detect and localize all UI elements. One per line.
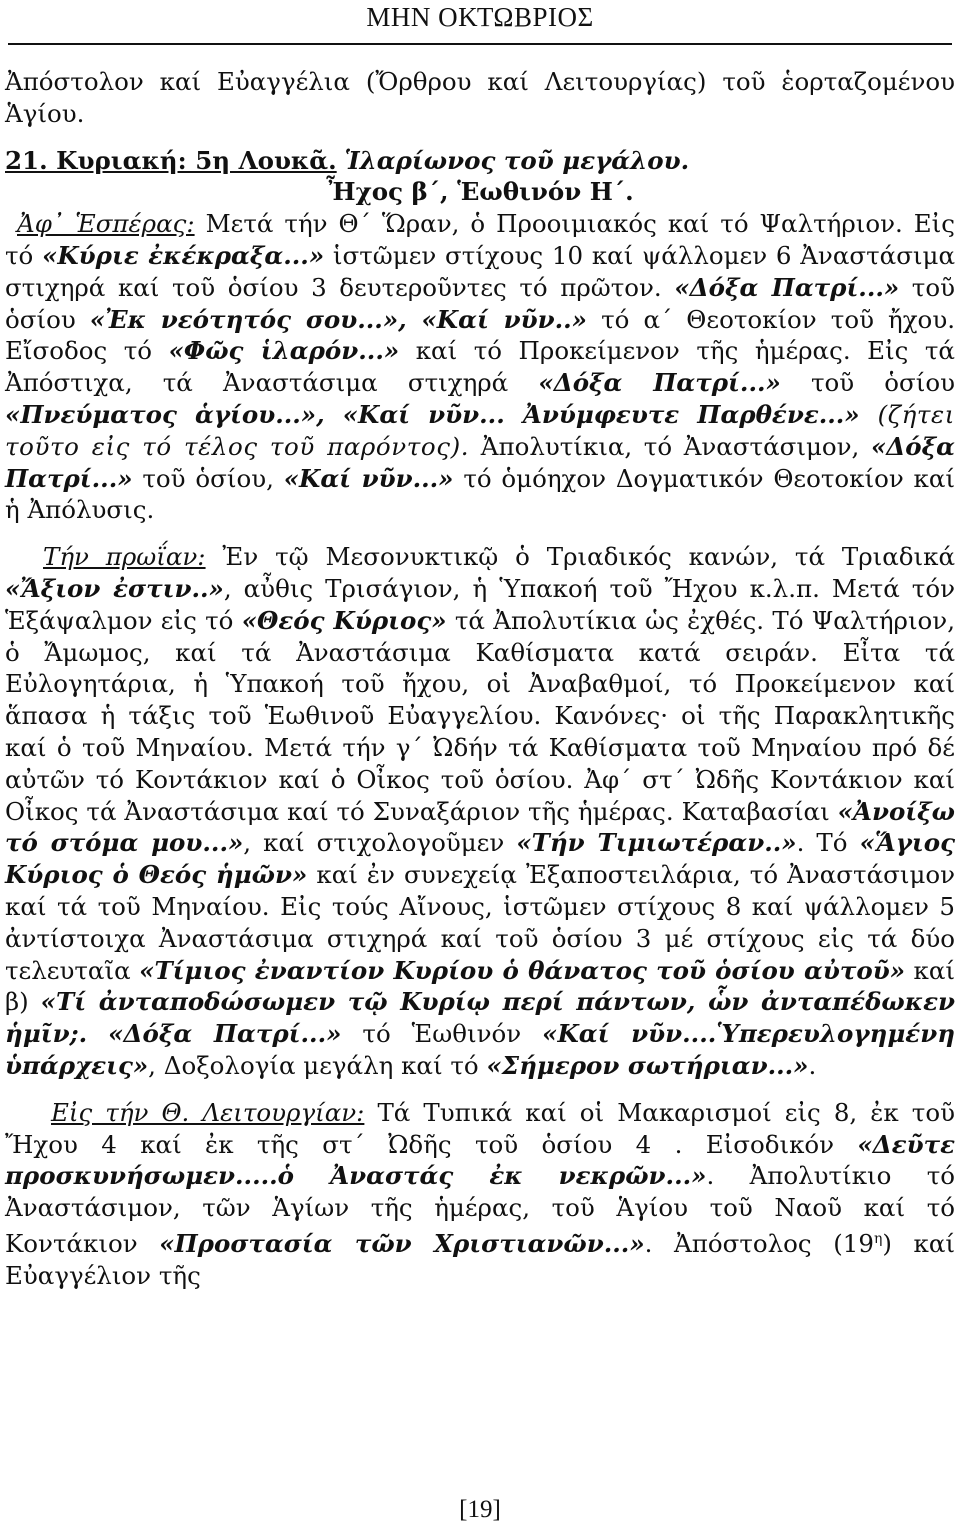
vespers-label: Ἀφ᾿ Ἑσπέρας: xyxy=(17,209,195,239)
orthros-quote-5: «Ἅγιος Κύριος ὁ Θεός ἡμῶν» xyxy=(5,828,955,890)
vespers-quote-2: «Δόξα Πατρί...» xyxy=(674,272,900,302)
tone-heading-text: Ἦχος β΄, Ἑωθινόν Η΄. xyxy=(326,177,634,207)
vespers-text-1: Μετά τήν Θ΄ Ὥραν, ὁ Προοιμιακός καί τό Ψαλτήριον. Εἰς τό xyxy=(5,209,955,270)
vespers-note: (ζήτει τοῦτο εἰς τό τέλος τοῦ παρόντος). xyxy=(5,399,956,461)
vespers-text-5: καί τό Προκείμενον τῆς ἡμέρας. Εἰς τά Ἀπόστιχα, τά Ἀναστάσιμα στιχηρά xyxy=(5,336,955,398)
orthros-text-3: τά Ἀπολυτίκια ὡς ἐχθές. Τό Ψαλτήριον, ὁ Ἄμωμος, καί τά Ἀναστάσιμα Καθίσματα κατά σειράν. Εἶτα τά Εὐλογητάρια, ἡ Ὑπακοή τοῦ ἤχου, οἱ Ἀναβαθμοί, τό Προκείμενον καί ἅπασα ἡ τάξις τοῦ Ἑωθινοῦ Εὐαγγελίου. Κανόνες· οἱ τῆς Παρακλητικῆς καί ὁ τοῦ Μηναίου. Μετά τήν γ΄ Ὠδήν τά Καθίσματα τοῦ Μηναίου πρό δέ αὐτῶν τό Κοντάκιον καί ὁ Οἶκος τοῦ ὁσίου. Ἀφ΄ στ΄ Ὠδῆς Κοντάκιον καί Οἶκος τά Ἀναστάσιμα καί τό Συναξάριον τῆς ἡμέρας. Καταβασίαι xyxy=(5,605,955,826)
orthros-quote-7: «Τί ἀνταποδώσωμεν τῷ Κυρίῳ περί πάντων, ὧν ἀνταπέδωκεν ἡμῖν;. xyxy=(5,987,955,1049)
orthros-quote-2: «Θεός Κύριος» xyxy=(241,605,447,635)
vespers-quote-4: «Φῶς ἱλαρόν...» xyxy=(168,336,400,366)
orthros-quote-1: «Ἄξιον ἐστιν..» xyxy=(5,573,224,603)
vespers-quote-6: «Πνεύματος ἁγίου...», «Καί νῦν... Ἀνύμφευτε Παρθένε...» xyxy=(5,399,860,429)
orthros-text-1: Ἐν τῷ Μεσονυκτικῷ ὁ Τριαδικός κανών, τά Τριαδικά xyxy=(205,542,955,572)
orthros-quote-4: «Τήν Τιμιωτέραν..» xyxy=(516,828,797,858)
orthros-quote-6: «Τίμιος ἐναντίον Κυρίου ὁ θάνατος τοῦ ὁσίου αὐτοῦ» xyxy=(139,955,906,985)
vespers-text-10: τό ὁμόηχον Δογματικόν Θεοτοκίον καί ἡ Ἀπόλυσις. xyxy=(5,463,956,525)
intro-paragraph xyxy=(5,66,955,130)
page-header xyxy=(0,0,960,44)
document-body xyxy=(5,66,955,1292)
vespers-quote-1: «Κύριε ἐκέκραξα...» xyxy=(42,240,325,270)
orthros-paragraph xyxy=(5,541,955,1082)
vespers-text-4: τό α΄ Θεοτοκίον τοῦ ἤχου. Εἴσοδος τό xyxy=(5,304,955,366)
liturgy-quote-1: «Δεῦτε προσκυνήσωμεν.....ὁ Ἀναστάς ἐκ νεκρῶν...» xyxy=(5,1129,955,1191)
day-heading xyxy=(5,145,955,177)
liturgy-text-2: . Ἀπολυτίκιο τό Ἀναστάσιμον, τῶν Ἁγίων τῆς ἡμέρας, τοῦ Ἁγίου τοῦ Ναοῦ καί τό Κοντάκιον xyxy=(5,1161,955,1259)
orthros-text-11: . xyxy=(808,1050,817,1080)
vespers-quote-7: «Δόξα Πατρί...» xyxy=(5,431,955,493)
vespers-quote-8: «Καί νῦν...» xyxy=(283,463,454,493)
liturgy-label: Εἰς τήν Θ. Λειτουργίαν: xyxy=(51,1097,365,1127)
liturgy-text-1: Τά Τυπικά καί οἱ Μακαρισμοί εἰς 8, ἐκ τοῦ Ἤχου 4 καί ἐκ τῆς στ΄ Ὠδῆς τοῦ ὁσίου 4 . Εἰσοδικόν xyxy=(5,1097,955,1159)
vespers-quote-3: «Ἐκ νεότητός σου...», «Καί νῦν..» xyxy=(89,304,587,334)
vespers-text-8: Ἀπολυτίκια, τό Ἀναστάσιμον, xyxy=(469,431,871,461)
orthros-text-4: , καί στιχολογοῦμεν xyxy=(243,828,517,858)
vespers-paragraph xyxy=(5,208,955,526)
orthros-quote-3: «Ἀνοίξω τό στόμα μου...» xyxy=(5,796,955,858)
orthros-text-10: , Δοξολογία μεγάλη καί τό xyxy=(148,1050,487,1080)
liturgy-superscript: η xyxy=(873,1230,883,1247)
orthros-text-2: , αὖθις Τρισάγιον, ἡ Ὑπακοή τοῦ Ἤχου κ.λ.π. Μετά τόν Ἑξάψαλμον εἰς τό xyxy=(5,573,955,635)
vespers-text-6: τοῦ ὁσίου xyxy=(780,368,956,398)
tone-heading xyxy=(5,176,955,208)
liturgy-text-3: . Ἀπόστολος (19 xyxy=(644,1229,874,1259)
vespers-text-2: ἱστῶμεν στίχους 10 καί ψάλλομεν 6 Ἀναστάσιμα στιχηρά καί τοῦ ὁσίου 3 δευτεροῦντες τό πρῶτον. xyxy=(5,240,955,302)
page-number: [19] xyxy=(459,1496,501,1523)
page-title: ΜΗΝ ΟΚΤΩΒΡΙΟΣ xyxy=(366,2,594,32)
orthros-label: Τήν πρωΐαν: xyxy=(43,542,206,572)
day-heading-saint: Ἱλαρίωνος τοῦ μεγάλου. xyxy=(344,145,690,175)
orthros-quote-8: «Δόξα Πατρί...» xyxy=(108,1019,342,1049)
orthros-text-9: τό Ἑωθινόν xyxy=(341,1019,543,1049)
vespers-text-9: τοῦ ὁσίου, xyxy=(132,463,284,493)
orthros-quote-9: «Καί νῦν....Ὑπερευλογημένη ὑπάρχεις» xyxy=(5,1019,956,1080)
orthros-text-6: καί ἐν συνεχείᾳ Ἐξαποστειλάρια, τό Ἀναστάσιμον καί τά τοῦ Μηναίου. Εἰς τούς Αἴνους, ἱστῶμεν στίχους 8 καί ψάλλομεν 5 ἀντίστοιχα Ἀναστάσιμα στιχηρά καί τοῦ ὁσίου 3 μέ στίχους εἰς τά δύο τελευταῖα xyxy=(5,860,956,985)
liturgy-text-4: ) καί Εὐαγγέλιον τῆς xyxy=(5,1229,955,1290)
header-divider xyxy=(8,43,952,45)
intro-text: Ἀπόστολον καί Εὐαγγέλια (Ὄρθρου καί Λειτουργίας) τοῦ ἑορταζομένου Ἁγίου. xyxy=(5,67,955,128)
day-heading-date: 21. Κυριακή: 5η Λουκᾶ. xyxy=(5,145,337,175)
orthros-text-7: καί β) xyxy=(5,955,955,1017)
vespers-quote-5: «Δόξα Πατρί...» xyxy=(538,368,781,398)
orthros-text-5: . Τό xyxy=(796,828,860,858)
vespers-text-3: τοῦ ὁσίου xyxy=(5,272,956,334)
liturgy-paragraph xyxy=(5,1097,955,1292)
orthros-text-8 xyxy=(87,1019,108,1048)
orthros-quote-10: «Σήμερον σωτήριαν...» xyxy=(486,1050,809,1080)
liturgy-quote-2: «Προστασία τῶν Χριστιανῶν...» xyxy=(159,1229,645,1259)
